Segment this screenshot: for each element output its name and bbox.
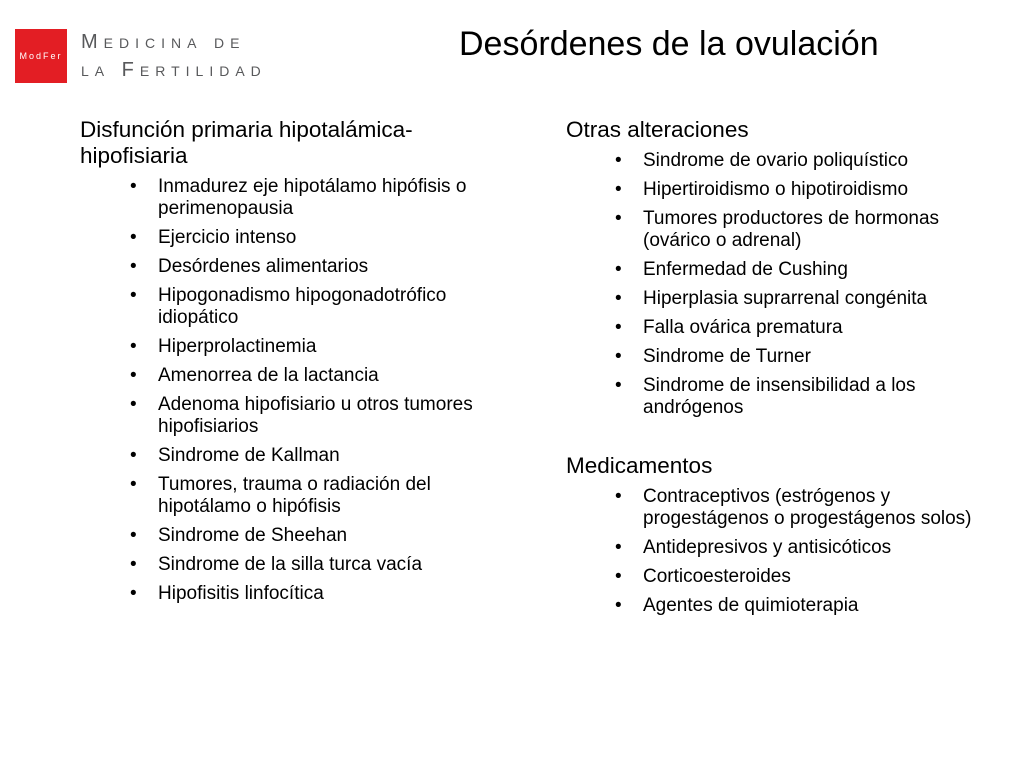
section-heading-otras: Otras alteraciones [566, 117, 749, 142]
list-item: • Falla ovárica prematura [643, 317, 1006, 339]
list-item: • Corticoesteroides [643, 566, 1006, 588]
list-item: • Sindrome de Sheehan [158, 525, 520, 547]
medicamentos-list [566, 486, 1006, 617]
slide-title: Desórdenes de la ovulación [459, 25, 879, 63]
logo [15, 28, 267, 84]
list-item: • Hipogonadismo hipogonadotrófico idiopático [158, 285, 520, 329]
list-item: • Antidepresivos y antisicóticos [643, 537, 1006, 559]
otras-list [566, 150, 1006, 419]
list-item: • Hiperprolactinemia [158, 336, 520, 358]
list-item: • Tumores, trauma o radiación del hipotálamo o hipófisis [158, 474, 520, 518]
logo-mark [15, 29, 67, 83]
list-item: • Amenorrea de la lactancia [158, 365, 520, 387]
list-item: • Sindrome de Kallman [158, 445, 520, 467]
left-heading: Disfunción primaria hipotalámica-hipofisiaria [80, 117, 413, 168]
logo-line-1: Medicina de [81, 31, 246, 53]
list-item: • Sindrome de insensibilidad a los andrógenos [643, 375, 1006, 419]
list-item: • Sindrome de Turner [643, 346, 1006, 368]
list-item: • Hipofisitis linfocítica [158, 583, 520, 605]
list-item: • Hipertiroidismo o hipotiroidismo [643, 179, 1006, 201]
left-list [80, 176, 520, 605]
logo-line-2: la Fertilidad [81, 59, 267, 81]
list-item: • Ejercicio intenso [158, 227, 520, 249]
list-item: • Hiperplasia suprarrenal congénita [643, 288, 1006, 310]
list-item: • Desórdenes alimentarios [158, 256, 520, 278]
logo-wordmark [81, 28, 267, 84]
right-column [566, 117, 1006, 624]
logo-abbreviation: ModFer [19, 51, 63, 61]
list-item: • Tumores productores de hormonas (ovárico o adrenal) [643, 208, 1006, 252]
section-heading-medicamentos: Medicamentos [566, 453, 713, 478]
list-item: • Contraceptivos (estrógenos y progestágenos o progestágenos solos) [643, 486, 1006, 530]
list-item: • Adenoma hipofisiario u otros tumores hipofisiarios [158, 394, 520, 438]
list-item: • Agentes de quimioterapia [643, 595, 1006, 617]
list-item: • Enfermedad de Cushing [643, 259, 1006, 281]
left-column [80, 117, 520, 612]
list-item: • Sindrome de la silla turca vacía [158, 554, 520, 576]
list-item: • Inmadurez eje hipotálamo hipófisis o perimenopausia [158, 176, 520, 220]
list-item: • Sindrome de ovario poliquístico [643, 150, 1006, 172]
